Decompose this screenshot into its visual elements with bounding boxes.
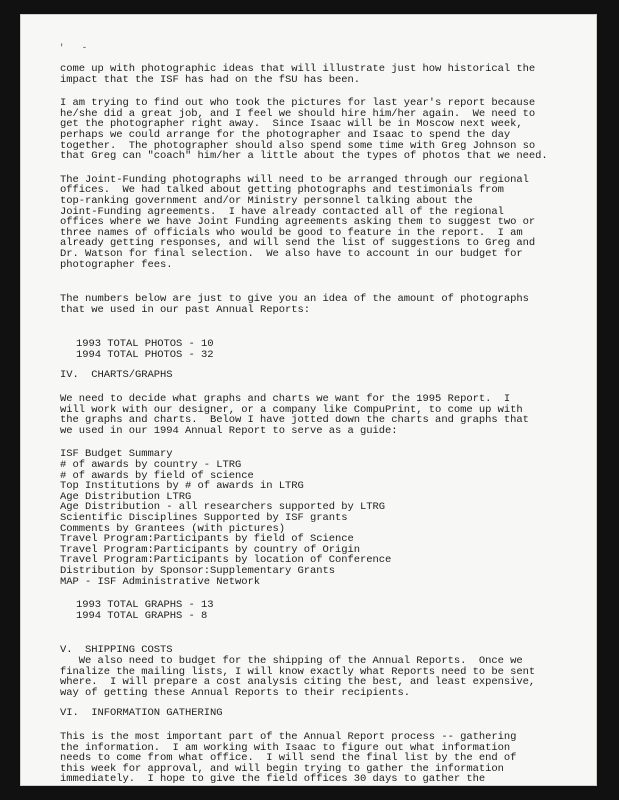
text-line: will work with our designer, or a company like CompuPrint, to come up with xyxy=(60,403,523,416)
text-line: Dr. Watson for final selection. We also have to account in our budget for xyxy=(60,247,523,260)
text-line: The Joint-Funding photographs will need to be arranged through our regional xyxy=(60,173,529,186)
list-item: # of awards by country - LTRG xyxy=(60,459,242,472)
joint-funding-paragraph xyxy=(60,175,590,270)
page-marks: ' - xyxy=(59,43,94,53)
text-line: that Greg can "coach" him/her a little about the types of photos that we need. xyxy=(60,150,548,163)
text-line: we used in our 1994 Annual Report to serve as a guide: xyxy=(60,424,398,437)
text-line: offices where we have Joint Funding agreements asking them to suggest two or xyxy=(60,216,536,229)
text-line: come up with photographic ideas that will illustrate just how historical the xyxy=(60,63,536,75)
text-line: immediately. I hope to give the field offices 30 days to gather the xyxy=(60,773,486,786)
photo-totals xyxy=(60,339,590,360)
charts-paragraph xyxy=(60,394,590,436)
text-line: already getting responses, and will send the list of suggestions to Greg and xyxy=(60,237,536,250)
list-item: ISF Budget Summary xyxy=(60,448,173,461)
text-line: he/she did a great job, and I feel we should hire him/her again. We need to xyxy=(60,107,536,120)
text-line: finalize the mailing lists, I will know exactly what Reports need to be sent xyxy=(60,665,536,678)
text-line: We also need to budget for the shipping of the Annual Reports. Once we xyxy=(60,654,523,667)
graph-totals xyxy=(60,600,590,621)
text-line: The numbers below are just to give you an idea of the amount of photographs xyxy=(60,293,529,306)
list-item: Age Distribution - all researchers supported by LTRG xyxy=(60,501,386,514)
text-line: impact that the ISF has had on the fSU has been. xyxy=(60,73,361,86)
text-line: where. I will prepare a cost analysis citing the best, and least expensive, xyxy=(60,676,536,689)
total-line: 1994 TOTAL PHOTOS - 32 xyxy=(76,348,214,361)
text-line: offices. We had talked about getting photographs and testimonials from xyxy=(60,184,504,197)
list-item: MAP - ISF Administrative Network xyxy=(60,575,261,588)
text-line: We need to decide what graphs and charts we want for the 1995 Report. I xyxy=(60,393,511,406)
total-line: 1993 TOTAL GRAPHS - 13 xyxy=(76,599,214,612)
list-item: Scientific Disciplines Supported by ISF grants xyxy=(60,512,348,524)
text-line: needs to come from what office. I will send the final list by the end of xyxy=(60,752,517,765)
numbers-paragraph xyxy=(60,294,590,315)
document-page xyxy=(20,14,597,786)
document-body xyxy=(60,64,590,785)
text-line: way of getting these Annual Reports to their recipients. xyxy=(60,686,411,699)
section-heading-information-gathering: VI. INFORMATION GATHERING xyxy=(60,707,223,720)
photographer-paragraph xyxy=(60,98,590,162)
list-item: Distribution by Sponsor:Supplementary Grants xyxy=(60,564,336,577)
list-item: Travel Program:Participants by location of Conference xyxy=(60,554,392,567)
text-line: perhaps we could arrange for the photographer and Isaac to spend the day xyxy=(60,128,511,141)
text-line: that we used in our past Annual Reports: xyxy=(60,303,311,316)
text-line: together. The photographer should also spend some time with Greg Johnson so xyxy=(60,139,536,152)
shipping-paragraph xyxy=(60,656,590,698)
list-item: Top Institutions by # of awards in LTRG xyxy=(60,480,304,493)
total-line: 1993 TOTAL PHOTOS - 10 xyxy=(76,338,214,351)
total-line: 1994 TOTAL GRAPHS - 8 xyxy=(76,609,208,622)
section-heading-charts-graphs: IV. CHARTS/GRAPHS xyxy=(60,369,173,382)
information-paragraph xyxy=(60,732,590,785)
text-line: I am trying to find out who took the pictures for last year's report because xyxy=(60,97,536,110)
text-line: get the photographer right away. Since Isaac will be in Moscow next week, xyxy=(60,118,523,131)
section-heading-shipping-costs: V. SHIPPING COSTS xyxy=(60,644,173,657)
list-item: Travel Program:Participants by country of Origin xyxy=(60,543,361,556)
list-item: Age Distribution LTRG xyxy=(60,490,192,503)
text-line: the graphs and charts. Below I have jotted down the charts and graphs that xyxy=(60,414,529,427)
text-line: the information. I am working with Isaac to figure out what information xyxy=(60,741,511,754)
text-line: This is the most important part of the Annual Report process -- gathering xyxy=(60,730,517,743)
text-line: top-ranking government and/or Ministry personnel talking about the xyxy=(60,194,473,207)
chart-list xyxy=(60,449,590,587)
text-line: photographer fees. xyxy=(60,258,173,271)
list-item: Travel Program:Participants by field of Science xyxy=(60,533,354,546)
text-line: Joint-Funding agreements. I have already contacted all of the regional xyxy=(60,205,504,218)
text-line: three names of officials who would be good to feature in the report. I am xyxy=(60,226,523,239)
intro-paragraph xyxy=(60,64,590,85)
text-line: this week for approval, and will begin trying to gather the information xyxy=(60,762,504,775)
list-item: Comments by Grantees (with pictures) xyxy=(60,522,286,535)
list-item: # of awards by field of science xyxy=(60,469,254,482)
